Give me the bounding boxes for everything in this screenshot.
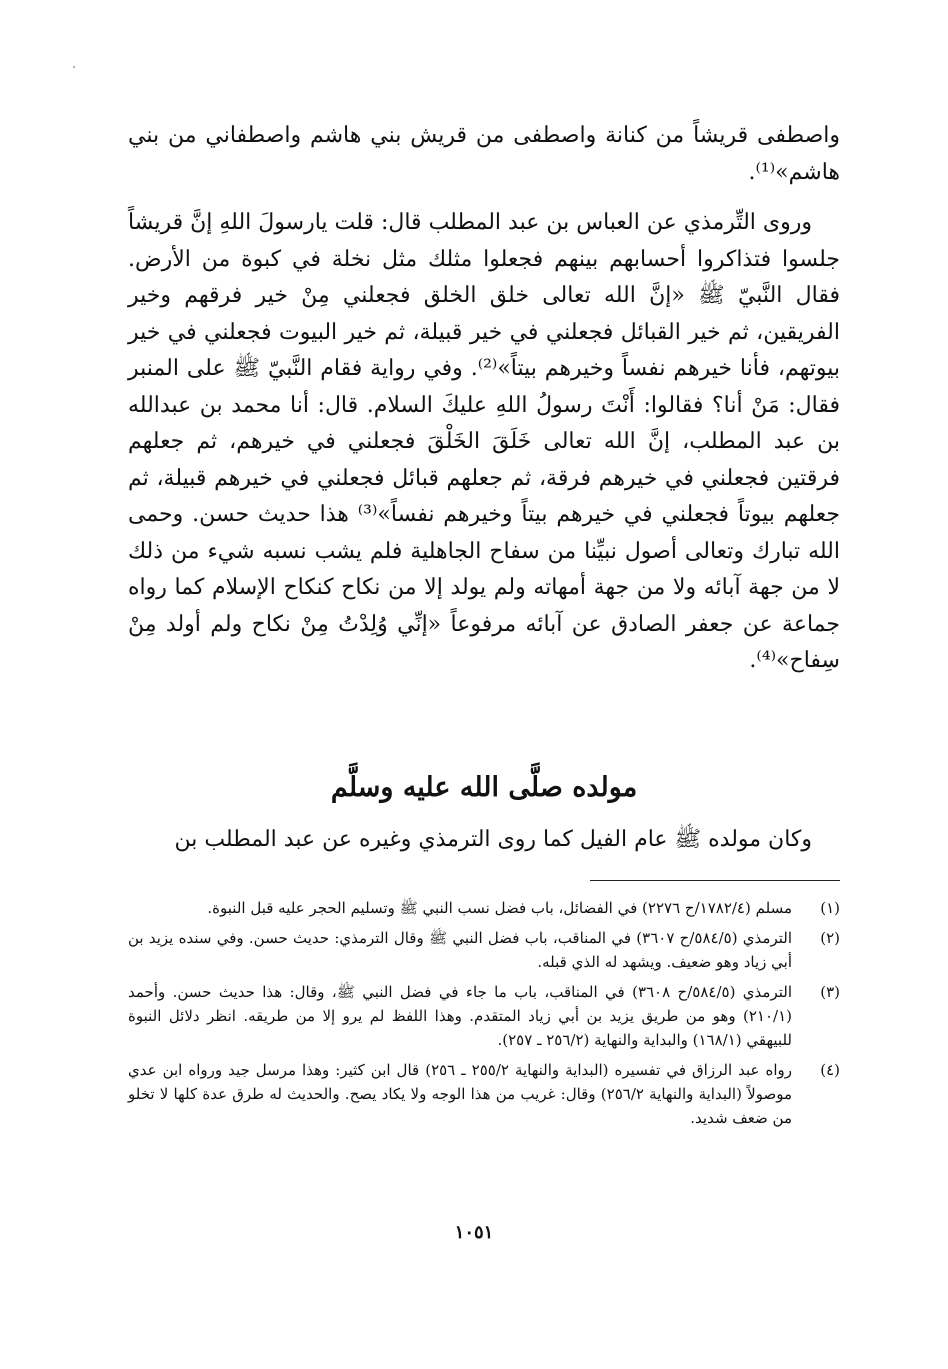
main-body-text: [128, 118, 840, 680]
paragraph-tirmidhi-narration: وروى التِّرمذي عن العباس بن عبد المطلب قال: قلت يارسولَ اللهِ إنَّ قريشاً جلسوا فتذاكروا أحسابهم بينهم فجعلوا مثلك مثل نخلة في كبوة من الأرض. فقال النَّبيّ ﷺ «إنَّ الله تعالى خلق الخلق فجعلني مِنْ خير فرقهم وخير الفريقين، ثم خير القبائل فجعلني في خير قبيلة، ثم خير البيوت فجعلني في خير بيوتهم، فأنا خيرهم نفساً وخيرهم بيتاً»⁽²⁾. وفي رواية فقام النَّبيّ ﷺ على المنبر فقال: مَنْ أنا؟ فقالوا: أَنْتَ رسولُ اللهِ عليكَ السلام. قال: أنا محمد بن عبدالله بن عبد المطلب، إنَّ الله تعالى خَلَقَ الخَلْقَ فجعلني في خيرهم، ثم جعلهم فرقتين فجعلني في خيرهم فرقة، ثم جعلهم قبائل فجعلني في خيرهم قبيلة، ثم جعلهم بيوتاً فجعلني في خيرهم بيتاً وخيرهم نفساً»⁽³⁾ هذا حديث حسن. وحمى الله تبارك وتعالى أصول نبيِّنا من سفاح الجاهلية فلم يشب نسبه شيء من ذلك لا من جهة آبائه ولا من جهة أمهاته ولم يولد إلا من نكاح كنكاح الإسلام كما رواه جماعة عن جعفر الصادق عن آبائه مرفوعاً «إنِّي وُلِدْتُ مِنْ نكاح ولم أولد مِنْ سِفاح»⁽⁴⁾.: [128, 210, 840, 673]
footnotes-section: [128, 896, 840, 1136]
paragraph-birth: وكان مولده ﷺ عام الفيل كما روى الترمذي وغيره عن عبد المطلب بن: [174, 827, 812, 852]
paragraph-continuation: واصطفى قريشاً من كنانة واصطفى من قريش بني هاشم واصطفاني من بني هاشم»⁽¹⁾.: [128, 123, 840, 185]
scan-speck: [73, 66, 75, 68]
footnote-text: رواه عبد الرزاق في تفسيره (البداية والنهاية ٢٥٥/٢ ـ ٢٥٦) قال ابن كثير: وهذا مرسل جيد ورواه ابن عدي موصولاً (البداية والنهاية ٢٥٦/٢) وقال: غريب من هذا الوجه ولا يكاد يصح. والحديث له طرق عدة كلها لا تخلو من ضعف شديد.: [128, 1061, 792, 1127]
footnote-number: (٣): [820, 983, 840, 1001]
footnote-item: [128, 896, 840, 920]
footnote-text: الترمذي (٥٨٤/٥/ح ٣٦٠٨) في المناقب، باب ما جاء في فضل النبي ﷺ، وقال: هذا حديث حسن. وأحمد (٢١٠/١) وهو من طريق يزيد بن أبي زياد المتقدم. وهذا اللفظ لم يرو إلا من طريقه. انظر دلائل النبوة للبيهقي (١٦٨/١) والبداية والنهاية (٢٥٦/٢ ـ ٢٥٧).: [128, 983, 792, 1049]
footnote-number: (١): [820, 899, 840, 917]
footnote-text: الترمذي (٥٨٤/٥/ح ٣٦٠٧) في المناقب، باب فضل النبي ﷺ وقال الترمذي: حديث حسن. وفي سنده يزيد بن أبي زياد وهو ضعيف. ويشهد له الذي قبله.: [128, 929, 792, 971]
footnote-separator: [590, 880, 840, 881]
footnote-text: مسلم (١٧٨٢/٤/ح ٢٢٧٦) في الفضائل، باب فضل نسب النبي ﷺ وتسليم الحجر عليه قبل النبوة.: [207, 899, 792, 917]
page-number: ١٠٥١: [454, 1222, 494, 1243]
footnote-item: [128, 1058, 840, 1130]
footnote-number: (٢): [820, 929, 840, 947]
section-heading: مولده صلَّى الله عليه وسلَّم: [330, 772, 638, 803]
footnote-item: [128, 980, 840, 1052]
footnote-item: [128, 926, 840, 974]
footnote-number: (٤): [820, 1061, 840, 1079]
